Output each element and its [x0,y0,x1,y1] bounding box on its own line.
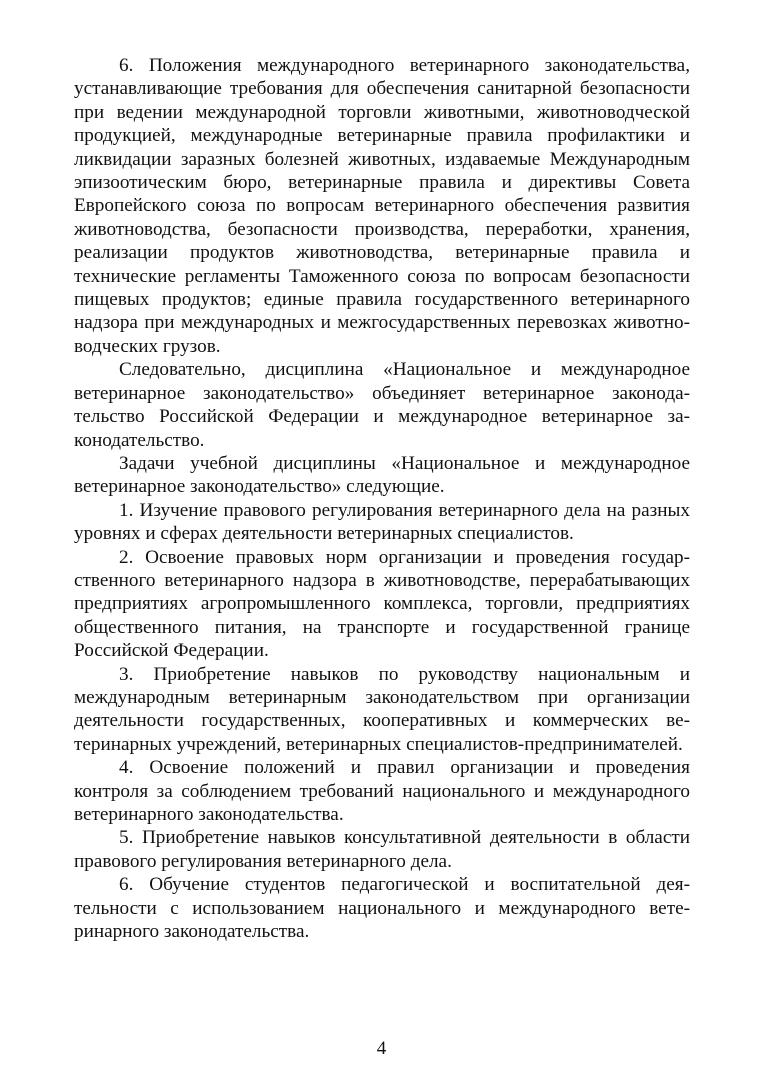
paragraph-international-provisions: 6. Положения международного ветеринарного законодательства, устанавливающие требования для обеспечения санитарной безопасности при ведении международной торговли животными, животноводческой продукцией, международные ветеринарные правила профилактики и ликвидации заразных болезней животных, издаваемые Международным эпизоотическим бюро, ветеринарные правила и директивы Совета Европейского союза по вопросам ветеринарного обеспечения развития животноводства, безопасности производства, переработки, хранения, реализации продуктов животноводства, ветеринарные правила и технические регламенты Таможенного союза по вопросам безопасности пищевых продуктов; единые правила государственного ветеринарного надзора при международных и межгосударственных перевозках животноводческих грузов. [74,55,690,357]
paragraph-task-2: 2. Освоение правовых норм организации и проведения государственного ветеринарного надзора в животноводстве, перерабатывающих предприятиях агропромышленного комплекса, торговли, предприятиях общественного питания, на транспорте и государственной границе Российской Федерации. [74,546,690,662]
paragraph-task-3: 3. Приобретение навыков по руководству национальным и международным ветеринарным законодательством при организации деятельности государственных, кооперативных и коммерческих ветеринарных учреждений, ветеринарных специалистов-предпринимателей. [74,663,690,755]
paragraph-task-6: 6. Обучение студентов педагогической и воспитательной деятельности с использованием национального и международного ветеринарного законодательства. [74,874,690,943]
document-body [74,54,690,943]
paragraph-discipline-summary: Следовательно, дисциплина «Национальное и международное ветеринарное законодательство» объединяет ветеринарное законодательство Российской Федерации и международное ветеринарное законодательство. [74,359,690,451]
paragraph-task-4: 4. Освоение положений и правил организации и проведения контроля за соблюдением требований национального и международного ветеринарного законодательства. [74,757,690,825]
page-number: 4 [376,1038,387,1059]
paragraph-task-1: 1. Изучение правового регулирования ветеринарного дела на разных уровнях и сферах деятельности ветеринарных специалистов. [74,499,690,545]
paragraph-task-5: 5. Приобретение навыков консультативной деятельности в области правового регулирования ветеринарного дела. [74,827,690,872]
paragraph-tasks-intro: Задачи учебной дисциплины «Национальное и международное ветеринарное законодательство» следующие. [74,452,690,498]
